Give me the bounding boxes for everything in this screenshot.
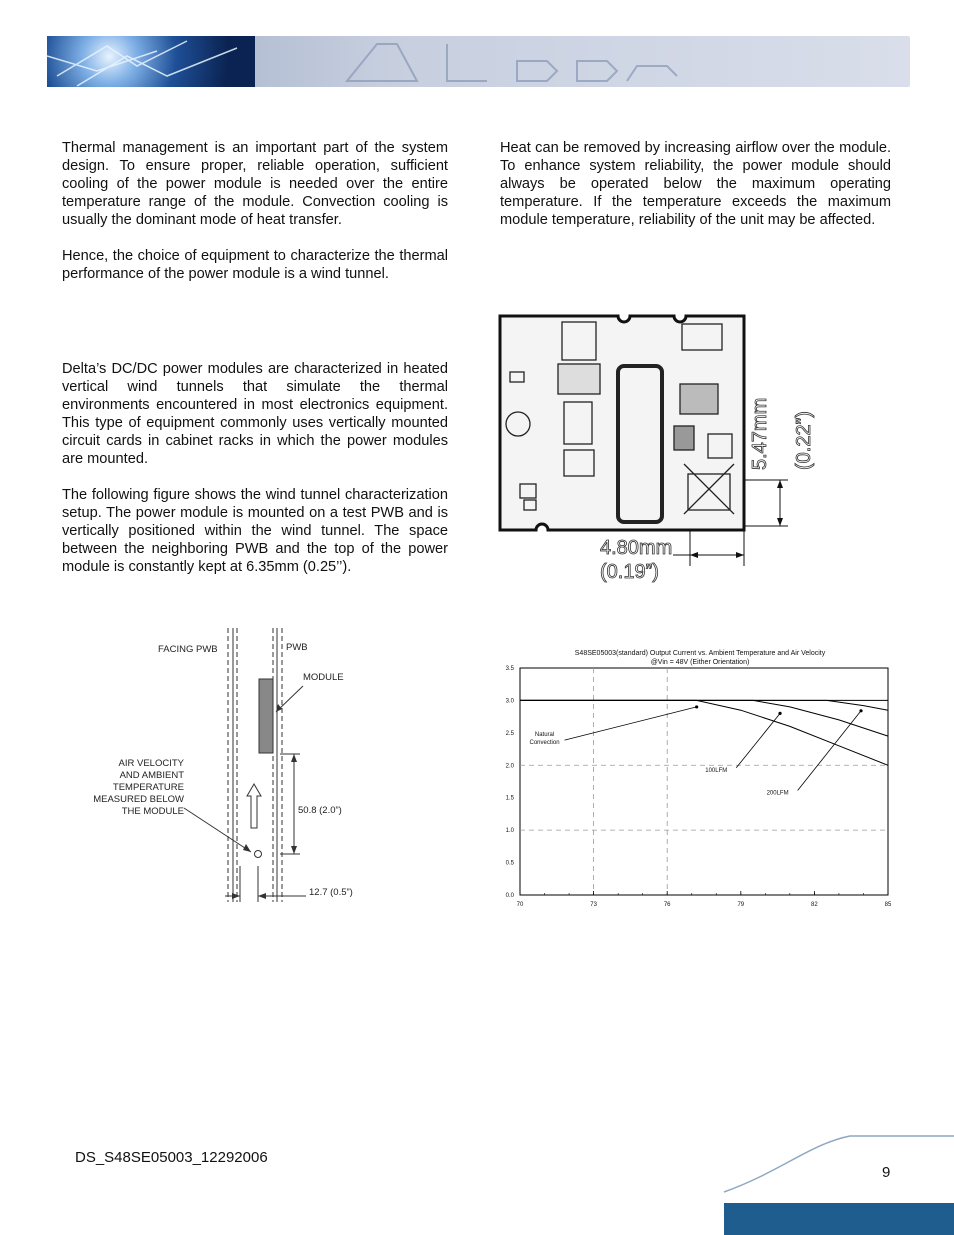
board-figure	[498, 314, 828, 586]
annotation-arrowhead	[695, 705, 698, 708]
paragraph-thermal-management: Thermal management is an important part of the system design. To ensure proper, reliable operation, sufficient cooling of the power module is needed over the entire temperature range of the module. Convection cooling is usually the dominant mode of heat transfer.	[62, 140, 448, 228]
annotation-0	[530, 705, 699, 746]
derating-chart	[500, 644, 900, 914]
airflow-arrow-icon	[247, 784, 261, 828]
y-tick-label: 3.0	[505, 698, 514, 705]
x-tick-label: 82	[811, 902, 818, 908]
paragraph-airflow: Heat can be removed by increasing airflow over the module. To enhance system reliability, the power module should always be operated below the maximum operating temperature. If the temperature exceeds the maximum module temperature, reliability of the unit may be affected.	[500, 140, 891, 228]
annotation-text: Natural	[534, 732, 555, 739]
x-tick-label: 73	[590, 902, 597, 908]
paragraph-wind-tunnel: Hence, the choice of equipment to characterize the thermal performance of the power module is a wind tunnel.	[62, 248, 448, 282]
label-pwb: PWB	[286, 642, 308, 653]
label-height-dim: 50.8 (2.0”)	[298, 805, 342, 816]
annotation-1	[705, 712, 781, 774]
y-tick-label: 1.5	[505, 795, 514, 802]
module-block	[259, 679, 273, 753]
x-tick-label: 79	[737, 902, 745, 908]
page-number: 9	[882, 1164, 891, 1181]
air-label-line-4: MEASURED BELOW	[93, 794, 184, 805]
annotation-arrowhead	[778, 712, 781, 715]
dim-vertical-mm: 5.47mm	[749, 397, 771, 470]
dim-horizontal-in: (0.19”)	[600, 561, 659, 583]
annotation-2	[767, 709, 863, 796]
series-line-0	[520, 700, 888, 765]
air-label-line-2: AND AMBIENT	[119, 770, 184, 781]
annotation-text: Convection	[529, 740, 560, 747]
annotation-arrowhead	[859, 709, 862, 712]
air-label-line-3: TEMPERATURE	[112, 782, 184, 793]
x-tick-label: 76	[663, 902, 671, 908]
footer-doc-id: DS_S48SE05003_12292006	[75, 1149, 268, 1166]
dim-horizontal-mm: 4.80mm	[600, 537, 673, 559]
sensor-point	[255, 851, 262, 858]
lightning-graphic	[47, 36, 255, 87]
label-module: MODULE	[303, 672, 344, 683]
header-photo	[47, 36, 255, 87]
paragraph-delta-modules: Delta’s DC/DC power modules are characterized in heated vertical wind tunnels that simulate the thermal environments encountered in most electronics equipment. This type of equipment commonly uses vertically mounted circuit cards in cabinet racks in which the power modules are mounted.	[62, 361, 448, 467]
x-tick-label: 85	[884, 902, 892, 908]
air-label-line-1: AIR VELOCITY	[118, 758, 184, 769]
chart-title: S48SE05003(standard) Output Current vs. Ambient Temperature and Air Velocity	[574, 650, 826, 657]
y-tick-label: 3.5	[505, 666, 514, 672]
x-tick-label: 70	[516, 902, 524, 908]
air-label-line-5: THE MODULE	[121, 806, 184, 817]
annotation-leader	[565, 707, 697, 740]
annotation-text: 100LFM	[705, 767, 728, 774]
left-column-text-2	[62, 360, 448, 594]
y-tick-label: 2.5	[505, 730, 514, 737]
right-column-text	[500, 139, 891, 247]
annotation-leader	[736, 713, 780, 767]
series-line-1	[520, 700, 888, 739]
y-tick-label: 0.0	[505, 893, 514, 899]
dim-vertical-in: (0.22”)	[793, 411, 815, 470]
paragraph-setup: The following figure shows the wind tunnel characterization setup. The power module is mounted on a test PWB and is vertically positioned within the wind tunnel. The space between the neighboring PWB and the top of the power module is constantly kept at 6.35mm (0.25’’).	[62, 487, 448, 575]
label-facing-pwb: FACING PWB	[158, 644, 218, 655]
chart-subtitle: @Vin = 48V (Either Orientation)	[650, 659, 750, 666]
label-width-dim: 12.7 (0.5”)	[309, 887, 353, 898]
wind-tunnel-figure	[80, 624, 380, 910]
y-tick-label: 0.5	[505, 860, 514, 867]
left-column-text	[62, 139, 448, 301]
footer-band	[724, 1203, 954, 1235]
y-tick-label: 2.0	[505, 763, 514, 770]
y-tick-label: 1.0	[505, 828, 514, 835]
annotation-text: 200LFM	[766, 790, 789, 797]
